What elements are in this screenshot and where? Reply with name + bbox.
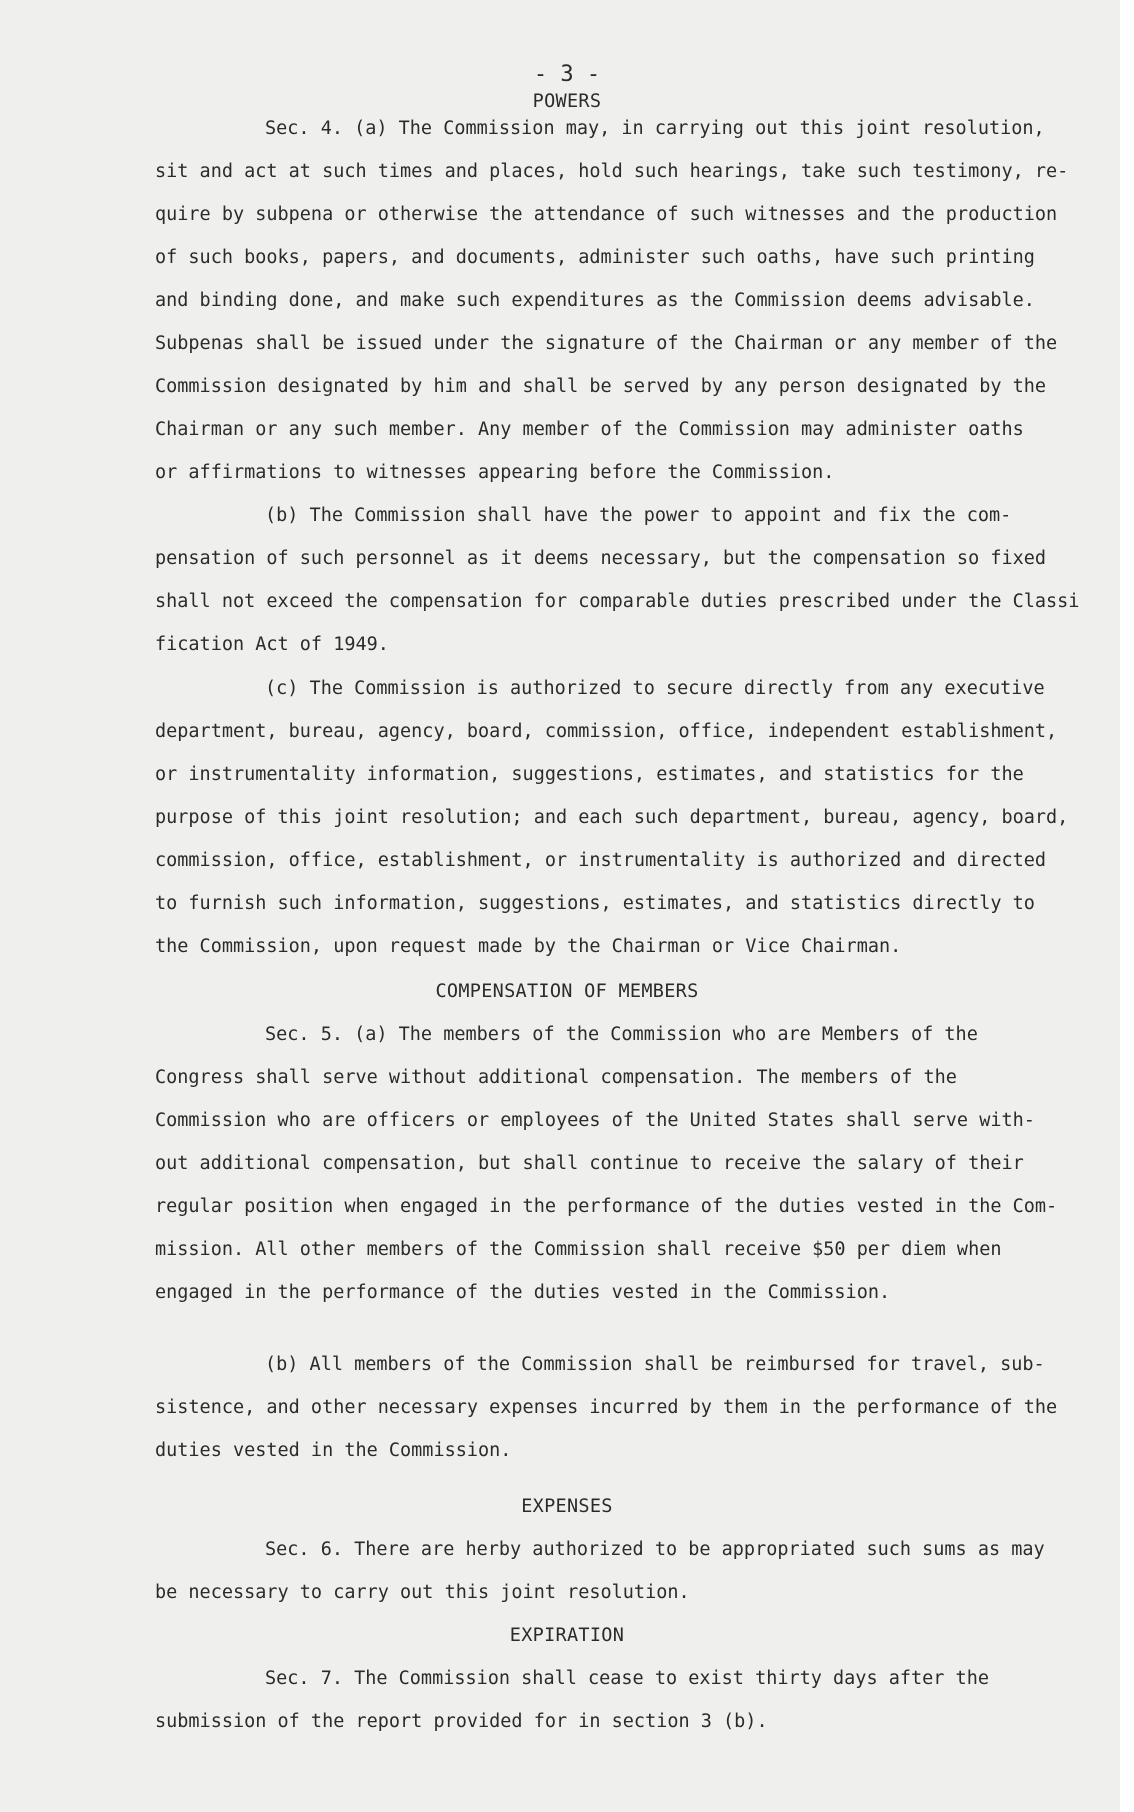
text-line: Sec. 7. The Commission shall cease to exist thirty days after the: [265, 1668, 989, 1689]
text-line: (b) All members of the Commission shall be reimbursed for travel, sub-: [265, 1354, 1045, 1375]
text-line: (b) The Commission shall have the power to appoint and fix the com-: [265, 505, 1012, 526]
text-line: Sec. 5. (a) The members of the Commission who are Members of the: [265, 1024, 978, 1045]
text-line: the Commission, upon request made by the Chairman or Vice Chairman.: [155, 936, 902, 957]
text-line: Congress shall serve without additional compensation. The members of the: [155, 1067, 957, 1088]
text-line: sistence, and other necessary expenses incurred by them in the performance of the: [155, 1397, 1058, 1418]
text-line: Subpenas shall be issued under the signature of the Chairman or any member of the: [155, 333, 1058, 354]
section-heading-powers: POWERS: [532, 91, 602, 112]
text-line: department, bureau, agency, board, commission, office, independent establishment,: [155, 721, 1058, 742]
text-line: fication Act of 1949.: [155, 634, 389, 655]
text-line: out additional compensation, but shall continue to receive the salary of their: [155, 1153, 1024, 1174]
text-line: Commission designated by him and shall be served by any person designated by the: [155, 376, 1047, 397]
text-line: mission. All other members of the Commission shall receive $50 per diem when: [155, 1239, 1002, 1260]
text-line: Chairman or any such member. Any member of the Commission may administer oaths: [155, 419, 1024, 440]
text-line: commission, office, establishment, or instrumentality is authorized and directed: [155, 850, 1047, 871]
text-line: purpose of this joint resolution; and each such department, bureau, agency, board,: [155, 807, 1069, 828]
section-heading-expiration: EXPIRATION: [509, 1625, 625, 1646]
text-line: Sec. 6. There are herby authorized to be appropriated such sums as may: [265, 1539, 1045, 1560]
text-line: or instrumentality information, suggestions, estimates, and statistics for the: [155, 764, 1024, 785]
text-line: regular position when engaged in the performance of the duties vested in the Com-: [155, 1196, 1058, 1217]
text-line: and binding done, and make such expenditures as the Commission deems advisable.: [155, 290, 1035, 311]
section-heading-expenses: EXPENSES: [521, 1496, 613, 1517]
text-line: pensation of such personnel as it deems necessary, but the compensation so fixed: [155, 548, 1047, 569]
page-number: - 3 -: [533, 62, 601, 87]
text-line: engaged in the performance of the duties vested in the Commission.: [155, 1282, 891, 1303]
text-line: of such books, papers, and documents, administer such oaths, have such printing: [155, 247, 1035, 268]
text-line: or affirmations to witnesses appearing before the Commission.: [155, 462, 835, 483]
text-line: submission of the report provided for in section 3 (b).: [155, 1711, 768, 1732]
text-line: quire by subpena or otherwise the attendance of such witnesses and the production: [155, 204, 1058, 225]
text-line: Sec. 4. (a) The Commission may, in carrying out this joint resolution,: [265, 118, 1045, 139]
text-line: be necessary to carry out this joint resolution.: [155, 1582, 690, 1603]
text-line: shall not exceed the compensation for comparable duties prescribed under the Classi: [155, 591, 1080, 612]
text-line: duties vested in the Commission.: [155, 1440, 512, 1461]
text-line: to furnish such information, suggestions, estimates, and statistics directly to: [155, 893, 1035, 914]
text-line: sit and act at such times and places, hold such hearings, take such testimony, re-: [155, 161, 1069, 182]
text-line: Commission who are officers or employees of the United States shall serve with-: [155, 1110, 1035, 1131]
section-heading-compensation: COMPENSATION OF MEMBERS: [435, 981, 699, 1002]
text-line: (c) The Commission is authorized to secure directly from any executive: [265, 678, 1045, 699]
